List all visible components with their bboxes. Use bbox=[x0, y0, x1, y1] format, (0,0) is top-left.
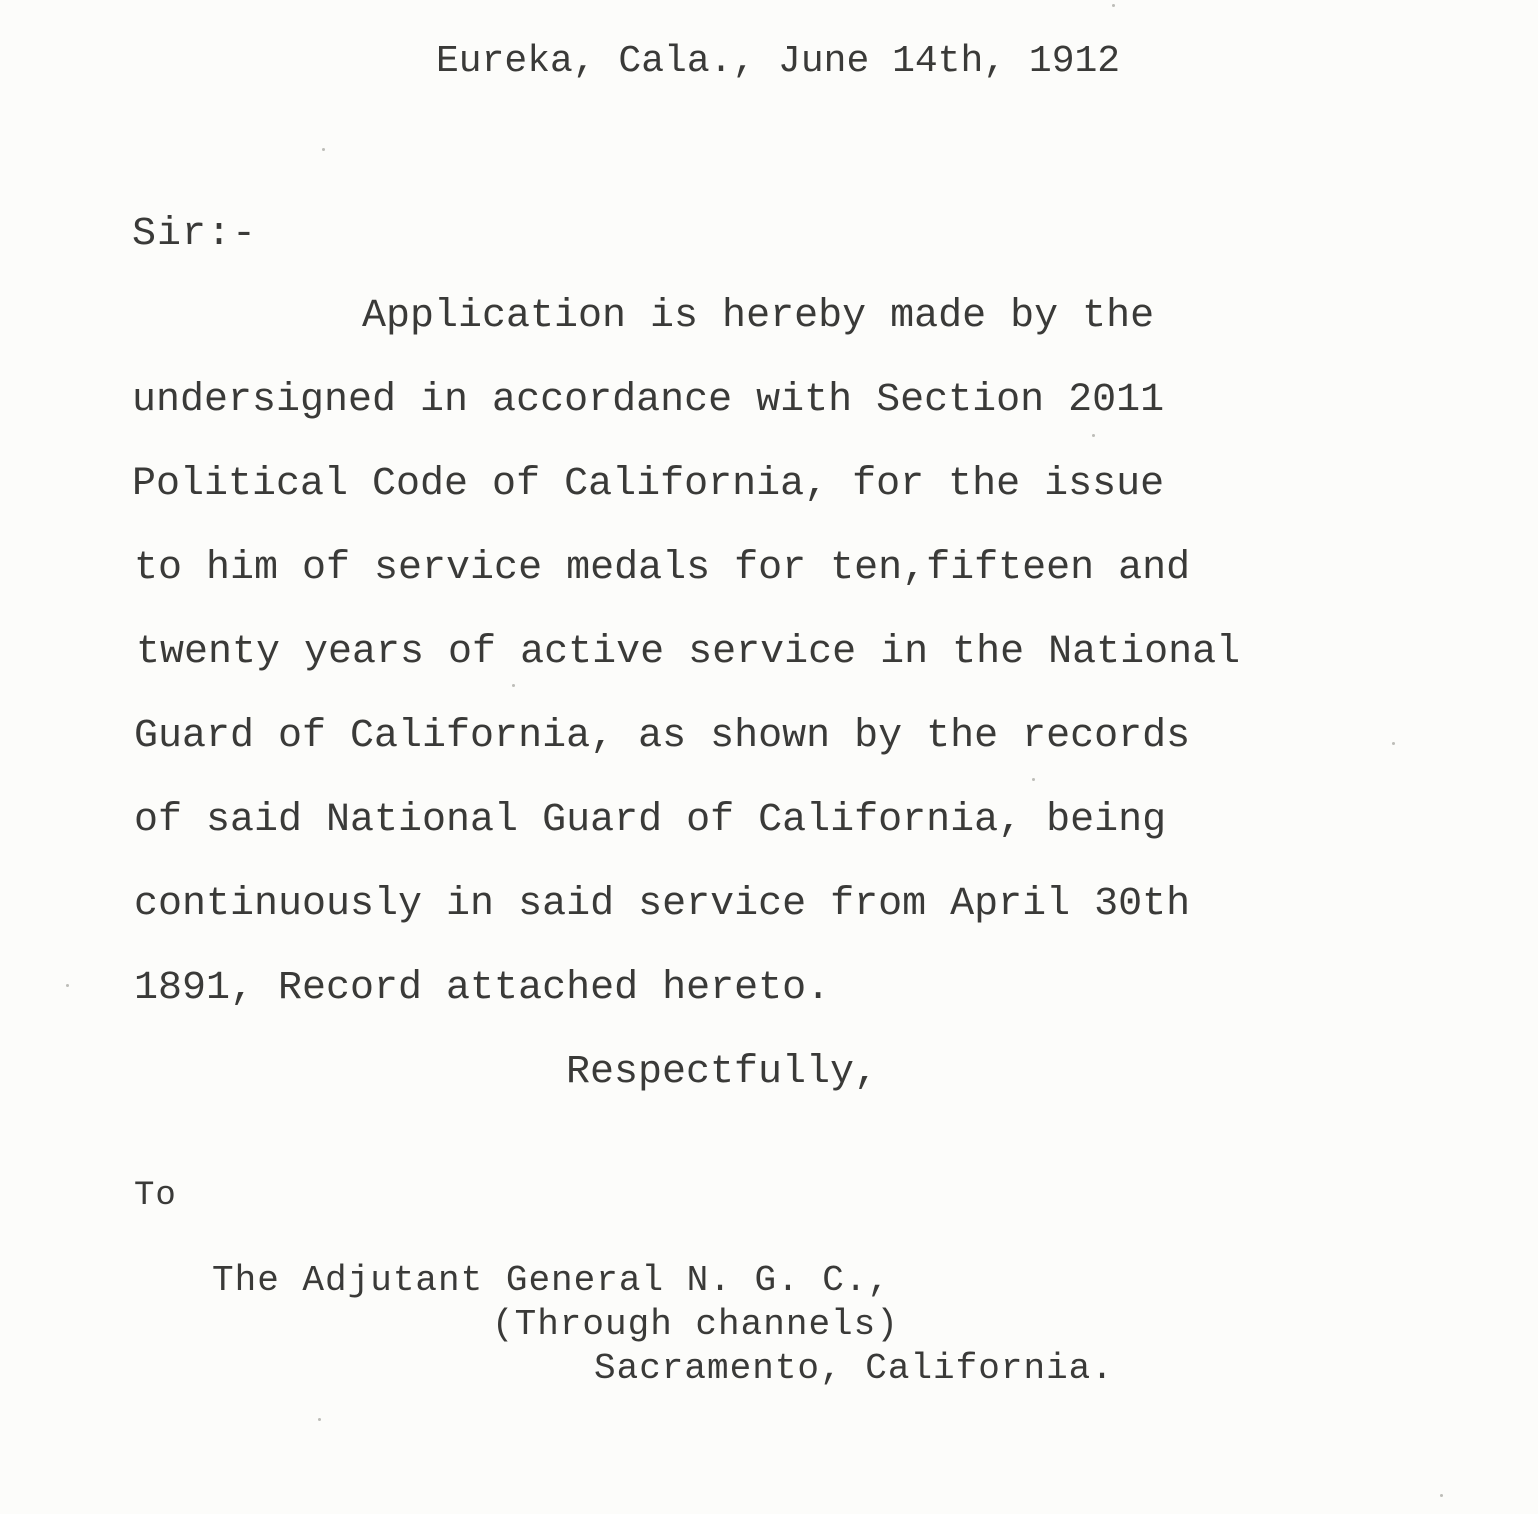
paper-speck bbox=[1032, 778, 1035, 781]
address-line: Sacramento, California. bbox=[594, 1348, 1114, 1389]
paper-speck bbox=[512, 684, 515, 687]
paper-speck bbox=[322, 148, 325, 151]
paper-speck bbox=[66, 984, 69, 987]
paper-speck bbox=[1440, 1494, 1443, 1497]
paper-speck bbox=[1392, 742, 1395, 745]
address-line: (Through channels) bbox=[492, 1304, 899, 1345]
body-line: twenty years of active service in the National bbox=[136, 630, 1241, 675]
body-line: Guard of California, as shown by the records bbox=[134, 714, 1191, 759]
body-line: Political Code of California, for the issue bbox=[132, 462, 1165, 507]
body-line: Application is hereby made by the bbox=[362, 294, 1155, 339]
body-line: continuously in said service from April 30th bbox=[134, 882, 1191, 927]
body-line: 1891, Record attached hereto. bbox=[134, 966, 831, 1011]
body-line: undersigned in accordance with Section 2011 bbox=[132, 378, 1165, 423]
paper-speck bbox=[1112, 4, 1115, 7]
to-label: To bbox=[134, 1177, 177, 1215]
paper-speck bbox=[318, 1418, 321, 1421]
body-line: of said National Guard of California, being bbox=[134, 798, 1167, 843]
letter-dateline: Eureka, Cala., June 14th, 1912 bbox=[436, 40, 1121, 83]
address-line: The Adjutant General N. G. C., bbox=[212, 1260, 891, 1301]
paper-speck bbox=[1092, 434, 1095, 437]
letter-salutation: Sir:- bbox=[132, 212, 258, 257]
body-line: to him of service medals for ten,fifteen and bbox=[134, 546, 1191, 591]
letter-closing: Respectfully, bbox=[566, 1050, 879, 1095]
